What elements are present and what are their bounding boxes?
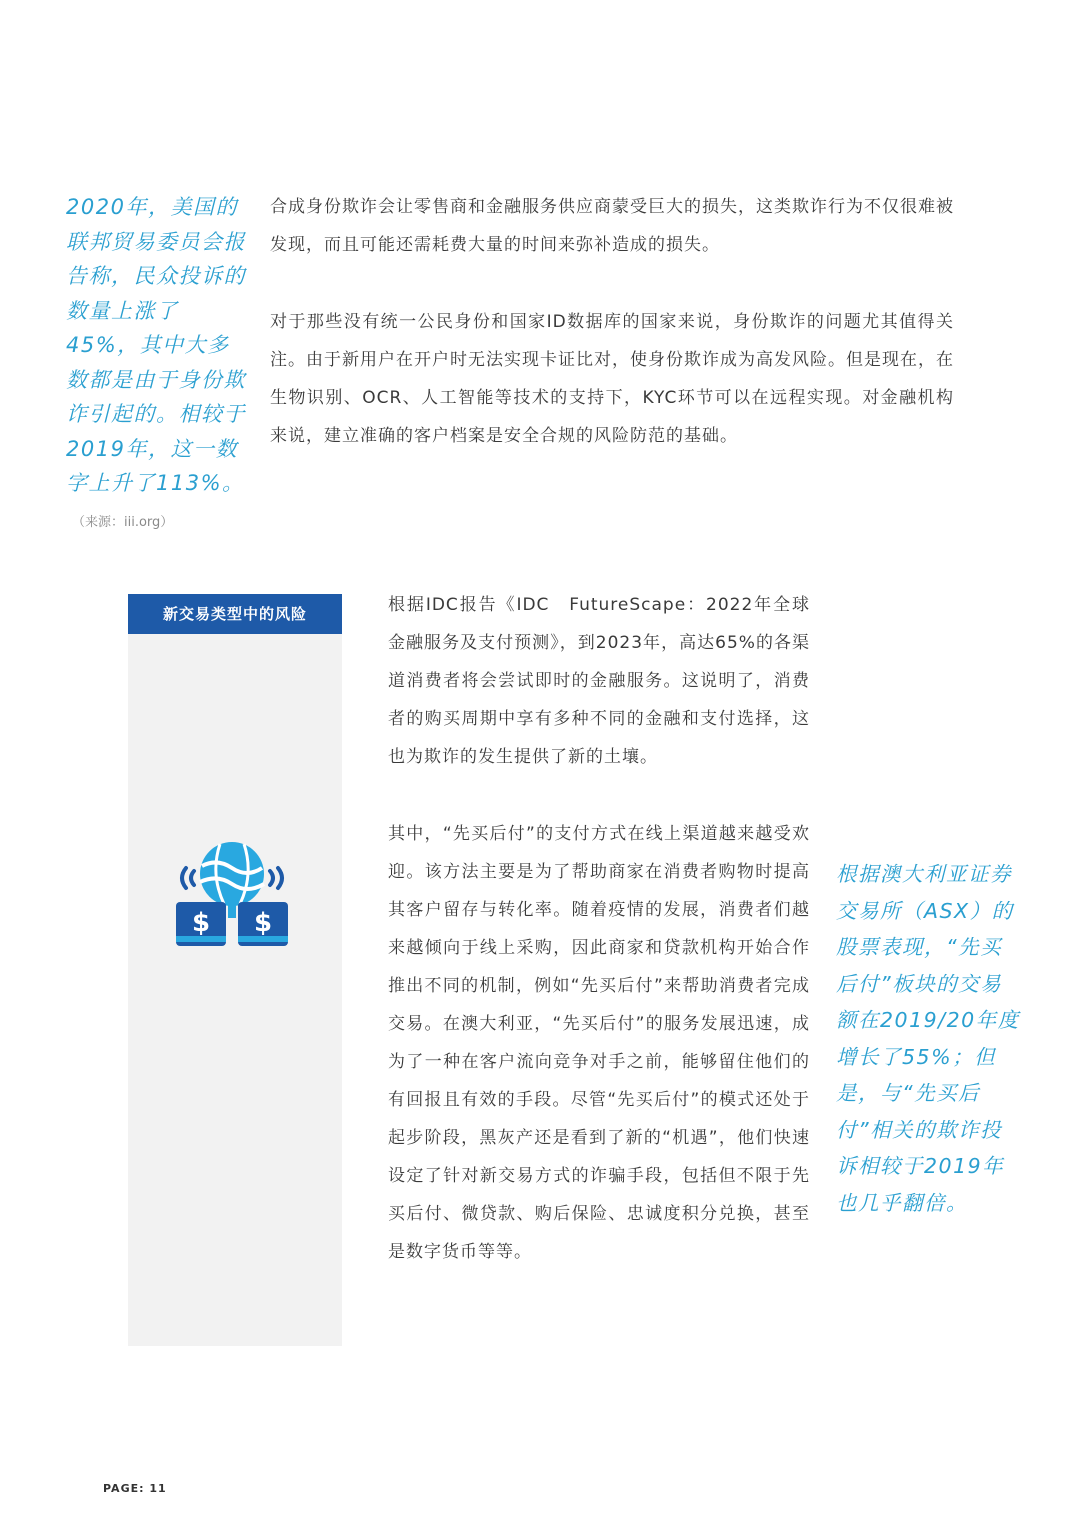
top-paragraph-2: 对于那些没有统一公民身份和国家ID数据库的国家来说，身份欺诈的问题尤其值得关注。由于新用户在开户时无法实现卡证比对，使身份欺诈成为高发风险。但是现在，在生物识别、OCR、人工智能等技术的支持下，KYC环节可以在远程实现。对金融机构来说，建立准确的客户档案是安全合规的风险防范的基础。	[270, 312, 954, 446]
globe-payment-icon	[172, 838, 292, 954]
top-paragraph-1: 合成身份欺诈会让零售商和金融服务供应商蒙受巨大的损失，这类欺诈行为不仅很难被发现，而且可能还需耗费大量的时间来弥补造成的损失。	[270, 197, 954, 255]
left-pull-quote-text: 2020年，美国的联邦贸易委员会报告称，民众投诉的数量上涨了45%，其中大多数都是由于身份欺诈引起的。相较于2019年，这一数字上升了113%。	[66, 195, 246, 495]
mid-paragraph-2: 其中，“先买后付”的支付方式在线上渠道越来越受欢迎。该方法主要是为了帮助商家在消费者购物时提高其客户留存与转化率。随着疫情的发展，消费者们越来越倾向于线上采购，因此商家和贷款机构开始合作推出不同的机制，例如“先买后付”来帮助消费者完成交易。在澳大利亚，“先买后付”的服务发展迅速，成为了一种在客户流向竞争对手之前，能够留住他们的有回报且有效的手段。尽管“先买后付”的模式还处于起步阶段，黑灰产还是看到了新的“机遇”，他们快速设定了针对新交易方式的诈骗手段，包括但不限于先买后付、微贷款、购后保险、忠诚度积分兑换，甚至是数字货币等等。	[388, 824, 810, 1262]
dollar-sign-left: $	[191, 908, 211, 938]
mid-paragraph-1: 根据IDC报告《IDC FutureScape：2022年全球金融服务及支付预测》，到2023年，高达65%的各渠道消费者将会尝试即时的金融服务。这说明了，消费者的购买周期中享有多种不同的金融和支付选择，这也为欺诈的发生提供了新的土壤。	[388, 595, 810, 767]
mid-body-text	[388, 586, 810, 1271]
page-number: PAGE: 11	[103, 1482, 167, 1495]
sidebar-panel	[128, 594, 342, 1346]
top-body-text	[270, 188, 954, 455]
sidebar-title: 新交易类型中的风险	[128, 594, 342, 634]
dollar-sign-right: $	[253, 908, 273, 938]
left-quote-source: （来源：iii.org）	[72, 515, 174, 530]
right-pull-quote-text: 根据澳大利亚证券交易所（ASX）的股票表现，“先买后付”板块的交易额在2019/20年度增长了55%；但是，与“先买后付”相关的欺诈投诉相较于2019年也几乎翻倍。	[836, 862, 1020, 1215]
left-pull-quote	[66, 190, 252, 501]
right-pull-quote	[836, 856, 1022, 1221]
